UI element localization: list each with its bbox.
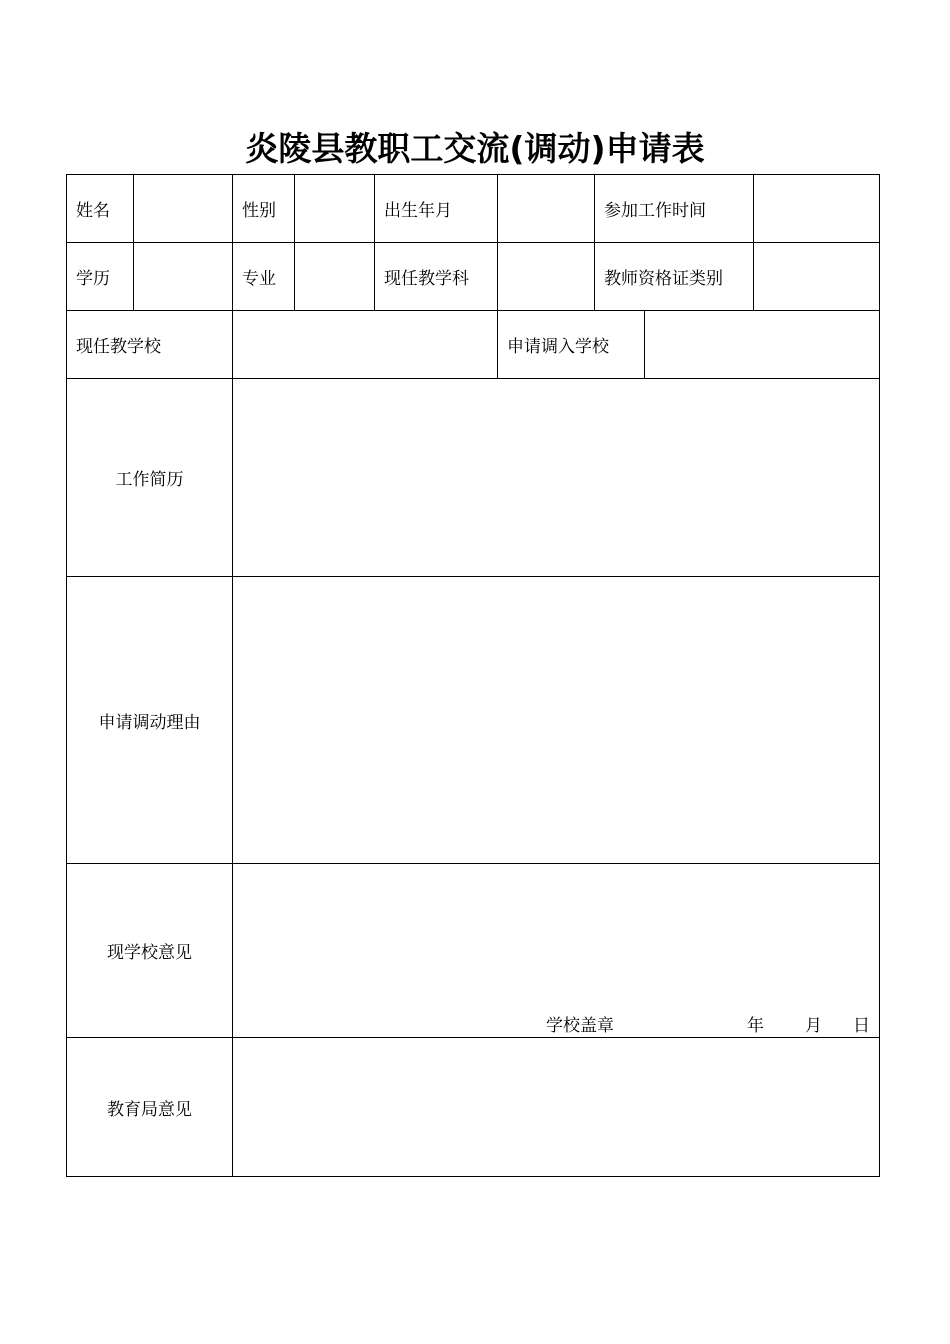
major-field[interactable]	[295, 243, 375, 311]
education-label: 学历	[67, 243, 134, 311]
current-subject-label: 现任教学科	[375, 243, 498, 311]
name-field[interactable]	[134, 175, 233, 243]
school-opinion-label: 现学校意见	[67, 864, 233, 1038]
form-row-work-history	[67, 379, 880, 577]
form-row-basic-info	[67, 175, 880, 243]
gender-field[interactable]	[295, 175, 375, 243]
form-row-qualifications	[67, 243, 880, 311]
current-school-label: 现任教学校	[67, 311, 233, 379]
current-school-field[interactable]	[233, 311, 498, 379]
bureau-opinion-label: 教育局意见	[67, 1038, 233, 1177]
certificate-type-field[interactable]	[754, 243, 880, 311]
work-start-date-label: 参加工作时间	[595, 175, 754, 243]
birth-date-field[interactable]	[498, 175, 595, 243]
education-field[interactable]	[134, 243, 233, 311]
work-start-date-field[interactable]	[754, 175, 880, 243]
form-row-school-opinion	[67, 864, 880, 1038]
school-opinion-field[interactable]	[233, 864, 880, 1038]
target-school-field[interactable]	[645, 311, 880, 379]
current-subject-field[interactable]	[498, 243, 595, 311]
date-day-label: 日	[853, 1016, 870, 1036]
work-history-label: 工作简历	[67, 379, 233, 577]
application-form-table	[66, 174, 880, 1177]
school-stamp-label: 学校盖章	[546, 1016, 614, 1036]
gender-label: 性别	[233, 175, 295, 243]
work-history-field[interactable]	[233, 379, 880, 577]
name-label: 姓名	[67, 175, 134, 243]
date-month-label: 月	[805, 1016, 822, 1036]
transfer-reason-field[interactable]	[233, 577, 880, 864]
date-year-label: 年	[747, 1016, 764, 1036]
birth-date-label: 出生年月	[375, 175, 498, 243]
bureau-opinion-field[interactable]	[233, 1038, 880, 1177]
page-title: 炎陵县教职工交流(调动)申请表	[245, 129, 705, 168]
transfer-reason-label: 申请调动理由	[67, 577, 233, 864]
form-row-schools	[67, 311, 880, 379]
form-row-transfer-reason	[67, 577, 880, 864]
form-row-bureau-opinion	[67, 1038, 880, 1177]
school-stamp-date-line	[233, 1011, 879, 1035]
major-label: 专业	[233, 243, 295, 311]
target-school-label: 申请调入学校	[498, 311, 645, 379]
certificate-type-label: 教师资格证类别	[595, 243, 754, 311]
